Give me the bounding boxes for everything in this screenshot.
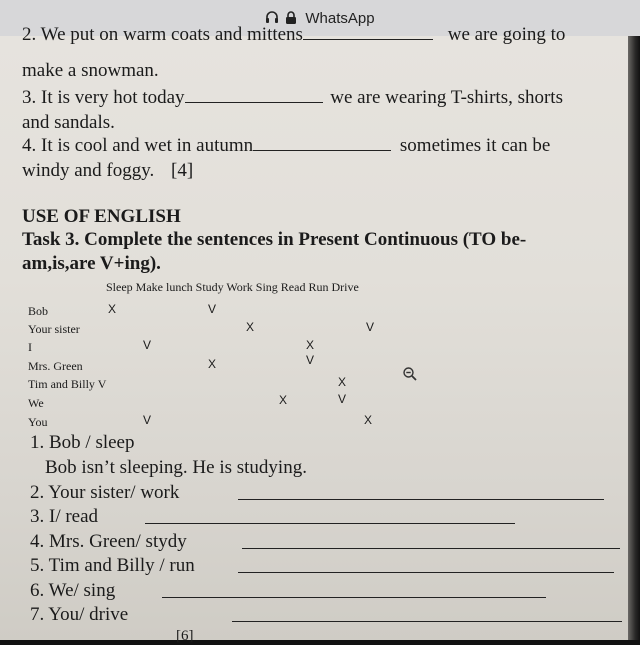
exercise-2-prompt: 2. Your sister/ work xyxy=(30,482,180,503)
exercise-4: 4. Mrs. Green/ stydy xyxy=(30,531,187,552)
exercise-7: 7. You/ drive xyxy=(30,604,129,625)
table-mark: X xyxy=(108,302,117,316)
table-mark: X xyxy=(364,413,373,427)
table-mark: X xyxy=(208,357,217,371)
sentence-4 xyxy=(22,135,550,157)
score-6: [6] xyxy=(176,628,194,644)
table-row-label: You xyxy=(28,415,48,429)
cut-line xyxy=(22,24,565,46)
section-heading: USE OF ENGLISH xyxy=(22,206,181,227)
answer-blank[interactable] xyxy=(162,580,546,598)
table-mark: X xyxy=(246,320,255,334)
table-mark: V xyxy=(338,392,347,406)
answer-blank[interactable] xyxy=(185,102,323,103)
table-mark: X xyxy=(306,338,315,352)
table-mark: V xyxy=(366,320,375,334)
task-instruction: Task 3. Complete the sentences in Present Continuous (TO be- xyxy=(22,229,527,250)
answer-blank[interactable] xyxy=(242,531,620,549)
sentence-4-end: sometimes it can be xyxy=(399,135,551,156)
table-header: Sleep Make lunch Study Work Sing Read Run Drive xyxy=(106,280,359,294)
exercise-3: 3. I/ read xyxy=(30,506,99,527)
line-2-text: 2. We put on warm coats and mittens xyxy=(22,24,303,45)
table-mark: V xyxy=(208,302,217,316)
answer-blank[interactable] xyxy=(253,150,391,151)
exercise-6: 6. We/ sing xyxy=(30,580,116,601)
table-row-label: Bob xyxy=(28,304,49,318)
line-2-tail: we are going to xyxy=(447,24,566,45)
exercise-2 xyxy=(30,482,179,504)
table-mark: V xyxy=(306,353,315,367)
sentence-3-start: 3. It is very hot today xyxy=(22,87,185,108)
table-mark: X xyxy=(338,375,347,389)
answer-blank[interactable] xyxy=(238,482,604,500)
sentence-3 xyxy=(22,87,563,109)
screen-edge xyxy=(628,36,640,640)
task-instruction-continued: am,is,are V+ing). xyxy=(22,253,161,274)
table-row-label: We xyxy=(28,396,44,410)
score-4: [4] xyxy=(171,160,194,181)
text-line: make a snowman. xyxy=(22,60,159,81)
table-row-label: Mrs. Green xyxy=(28,359,83,373)
table-mark: V xyxy=(143,338,152,352)
table-row-label: I xyxy=(28,340,32,354)
table-row-label: Tim and Billy V xyxy=(28,377,107,391)
answer-blank[interactable] xyxy=(145,506,515,524)
text-line xyxy=(22,160,193,182)
table-mark: V xyxy=(143,413,152,427)
table-mark: X xyxy=(279,393,288,407)
answer-blank[interactable] xyxy=(232,604,622,622)
text-line: and sandals. xyxy=(22,112,115,133)
exercise-1-answer: Bob isn’t sleeping. He is studying. xyxy=(45,457,307,478)
status-icons xyxy=(265,11,297,25)
worksheet-photo xyxy=(0,24,628,644)
exercise-5: 5. Tim and Billy / run xyxy=(30,555,195,576)
exercise-1: 1. Bob / sleep xyxy=(30,432,135,453)
lock-icon xyxy=(285,11,297,25)
zoom-out-icon[interactable] xyxy=(402,366,418,382)
table-row-label: Your sister xyxy=(28,322,80,336)
sentence-4-start: 4. It is cool and wet in autumn xyxy=(22,135,254,156)
app-name: WhatsApp xyxy=(305,9,375,27)
sentence-3-end: we are wearing T-shirts, shorts xyxy=(330,87,563,108)
sentence-4-continued: windy and foggy. xyxy=(22,160,155,181)
answer-blank[interactable] xyxy=(238,555,614,573)
headset-icon xyxy=(265,11,279,25)
